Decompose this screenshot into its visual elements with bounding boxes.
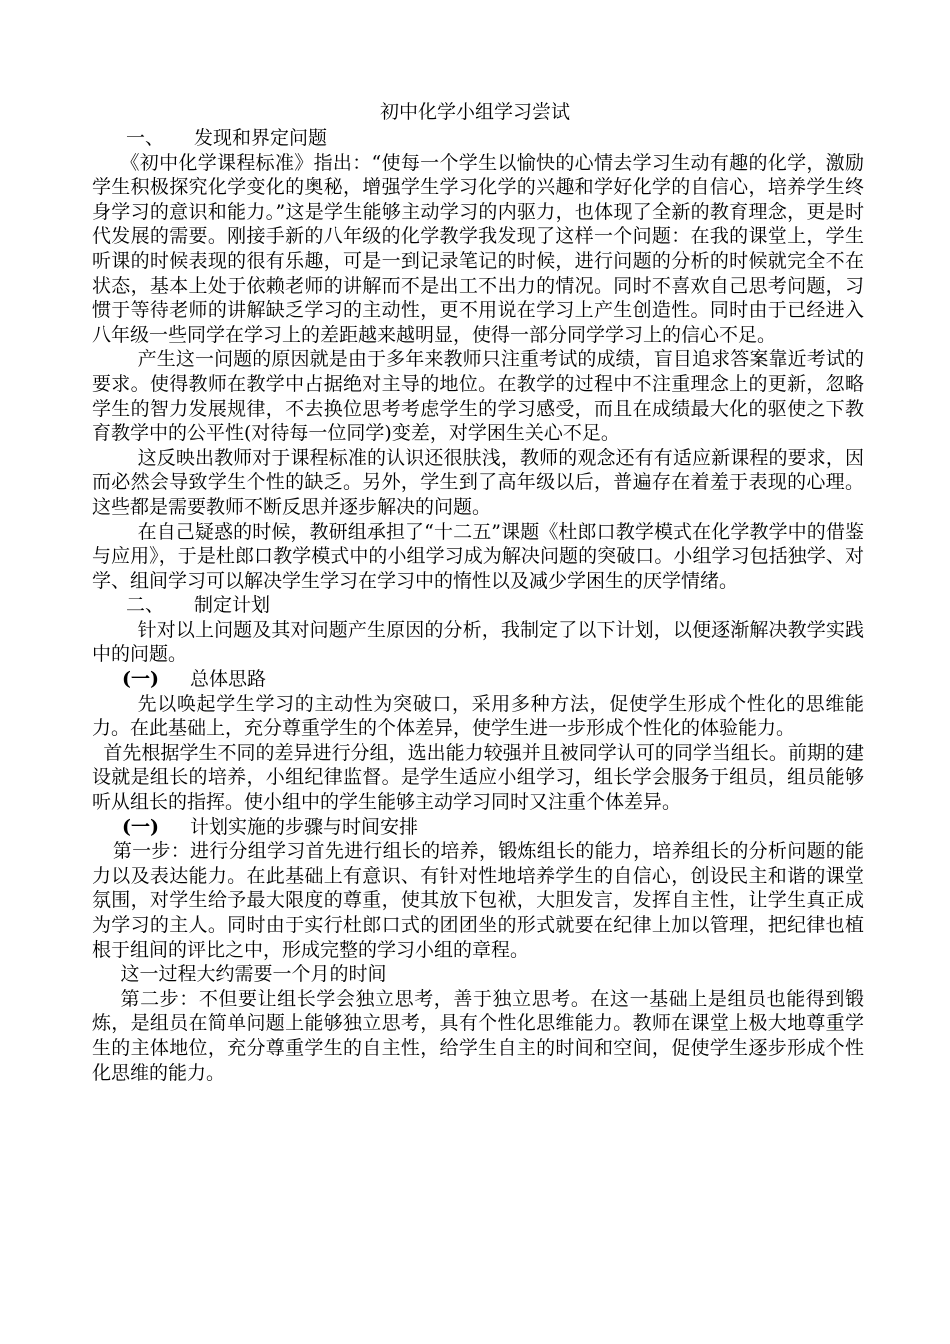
paragraph: 产生这一问题的原因就是由于多年来教师只注重考试的成绩，盲目追求答案靠近考试的要求。使得教师在教学中占据绝对主导的地位。在教学的过程中不注重理念上的更新，忽略学生的智力发展规律，不去换位思考考虑学生的学习感受，而且在成绩最大化的驱使之下教育教学中的公平性(对待每一位同学)变差，对学困生关心不足。: [92, 348, 864, 445]
subsection-title: 计划实施的步骤与时间安排: [190, 815, 419, 838]
section-title: 发现和界定问题: [194, 127, 328, 149]
paragraph: 《初中化学课程标准》指出：“使每一个学生以愉快的心情去学习生动有趣的化学，激励学生积极探究化学变化的奥秘，增强学生学习化学的兴趣和学好化学的自信心，培养学生终身学习的意识和能力。”这是学生能够主动学习的内驱力，也体现了全新的教育理念，更是时代发展的需要。刚接手新的八年级的化学教学我发现了这样一个问题：在我的课堂上，学生听课的时候表现的很有乐趣，可是一到记录笔记的时候，进行问题的分析的时候就完全不在状态，基本上处于依赖老师的讲解而不是出工不出力的情况。同时不喜欢自己思考问题，习惯于等待老师的讲解缺乏学习的主动性，更不用说在学习上产生创造性。同时由于已经进入八年级一些同学在学习上的差距越来越明显，使得一部分同学学习上的信心不足。: [92, 151, 864, 346]
paragraph: 第二步：不但要让组长学会独立思考，善于独立思考。在这一基础上是组员也能得到锻炼，是组员在简单问题上能够独立思考，具有个性化思维能力。教师在课堂上极大地尊重学生的主体地位，充分尊重学生的自主性，给学生自主的时间和空间，促使学生逐步形成个性化思维的能力。: [92, 987, 864, 1084]
subsection-heading: [92, 667, 864, 692]
subsection-heading: [92, 815, 864, 840]
subsection-number: (一): [122, 815, 159, 838]
section-title: 制定计划: [194, 594, 271, 617]
paragraph: 针对以上问题及其对问题产生原因的分析，我制定了以下计划，以便逐渐解决教学实践中的问题。: [92, 618, 864, 666]
paragraph: 先以唤起学生学习的主动性为突破口，采用多种方法，促使学生形成个性化的思维能力。在此基础上，充分尊重学生的个体差异，使学生进一步形成个性化的体验能力。: [92, 692, 864, 740]
paragraph: 这一过程大约需要一个月的时间: [120, 963, 387, 986]
document-title: 初中化学小组学习尝试: [379, 101, 570, 123]
subsection-title: 总体思路: [190, 668, 267, 691]
section-number: 二、: [126, 594, 165, 617]
paragraph: 第一步：进行分组学习首先进行组长的培养，锻炼组长的能力，培养组长的分析问题的能力以及表达能力。在此基础上有意识、有针对性地培养学生的自信心，创设民主和谐的课堂氛围，对学生给予最大限度的尊重，使其放下包袱，大胆发言，发挥自主性，让学生真正成为学习的主人。同时由于实行杜郎口式的团团坐的形式就要在纪律上加以管理，把纪律也植根于组间的评比之中，形成完整的学习小组的章程。: [92, 840, 864, 961]
section-number: 一、: [126, 127, 165, 149]
document-body: [92, 126, 864, 1085]
paragraph: 在自己疑惑的时候，教研组承担了“十二五”课题《杜郎口教学模式在化学教学中的借鉴与应用》，于是杜郎口教学模式中的小组学习成为解决问题的突破口。小组学习包括独学、对学、组间学习可以解决学生学习在学习中的惰性以及减少学困生的厌学情绪。: [92, 520, 864, 592]
paragraph: 首先根据学生不同的差异进行分组，选出能力较强并且被同学认可的同学当组长。前期的建设就是组长的培养，小组纪律监督。是学生适应小组学习，组长学会服务于组员，组员能够听从组长的指挥。使小组中的学生能够主动学习同时又注重个体差异。: [92, 741, 864, 814]
section-heading: [92, 126, 864, 151]
subsection-number: (一): [122, 668, 159, 691]
paragraph: 这反映出教师对于课程标准的认识还很肤浅，教师的观念还有有适应新课程的要求，因而必然会导致学生个性的缺乏。另外，学生到了高年级以后，普遍存在着羞于表现的心理。这些都是需要教师不断反思并逐步解决的问题。: [92, 446, 864, 518]
section-heading: [92, 593, 864, 618]
